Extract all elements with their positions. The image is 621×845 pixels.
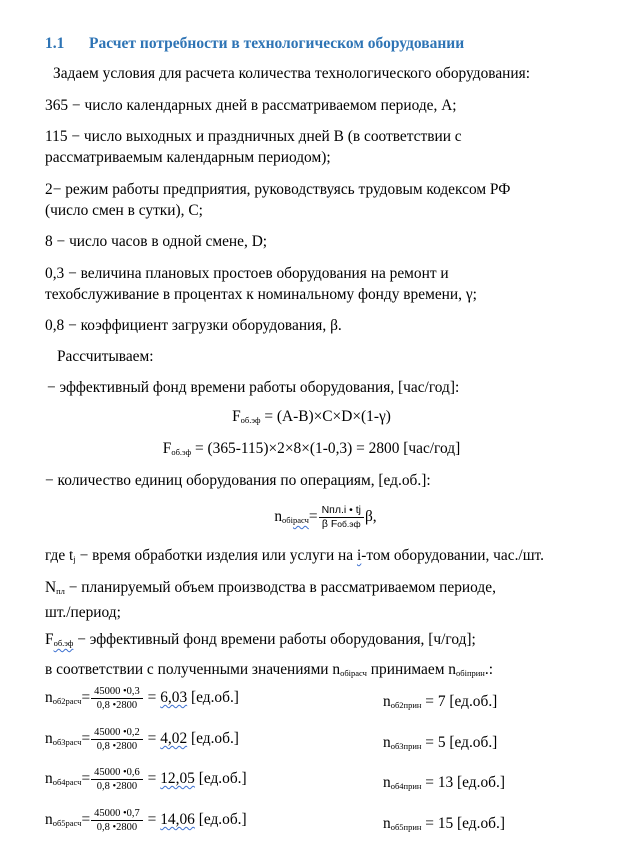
calc-label: Рассчитываем:: [57, 348, 154, 365]
equipment-calc-row: $n_{об3расч}=$ $\frac{45000 •0,2}{0,8 •2800}$ = 4,02 [ед.об.]: [45, 727, 239, 752]
units-fraction: $\frac{\text{Nпл.i • tj}}{\text{β Fоб.эф}}$: [319, 504, 364, 531]
equipment-accepted-row: $n_{об5прин} = 15$ [ед.об.]: [383, 815, 505, 832]
condition-shifts: 2− режим работы предприятия, руководствуясь трудовым кодексом РФ (число смен в сутки), С;: [45, 181, 511, 219]
condition-days: 365 − число календарных дней в рассматриваемом периоде, А;: [45, 97, 457, 114]
condition-hours: 8 − число часов в одной смене, D;: [45, 233, 268, 250]
def-accept: в соответствии с полученными значениями $n_{обiрасч}$ принимаем $n_{обiприн}$.:: [45, 661, 493, 678]
fund-formula: $F_{об.эф} = (А-В)\times С\times D\times(1-\gamma)$: [232, 408, 391, 425]
condition-downtime: 0,3 − величина плановых простоев оборудования на ремонт и техобслуживание в процентах к номинальному фонду времени, γ;: [45, 265, 477, 303]
equipment-accepted-row: $n_{об2прин} = 7$ [ед.об.]: [383, 693, 498, 710]
condition-holidays: 115 − число выходных и праздничных дней В (в соответствии с рассматриваемым календарным периодом);: [45, 128, 462, 166]
row-result: 4,02: [160, 730, 188, 748]
condition-load: 0,8 − коэффициент загрузки оборудования, β.: [45, 317, 342, 334]
units-label: − количество единиц оборудования по операциям, [ед.об.]:: [45, 472, 431, 489]
row-fraction: $\frac{45000 •0,3}{0,8 •2800}$: [91, 685, 143, 712]
section-number: 1.1: [45, 35, 65, 52]
fund-calculation: $F_{об.эф} = (365-115)\times 2\times 8\times(1-0,3) = 2800$ [час/год]: [162, 440, 461, 457]
def-n: $N_{пл}$ − планируемый объем производства в рассматриваемом периоде, шт./период;: [45, 579, 496, 621]
intro-text: Задаем условия для расчета количества технологического оборудования:: [53, 65, 531, 82]
equipment-calc-row: $n_{об5расч}=$ $\frac{45000 •0,7}{0,8 •2800}$ = 14,06 [ед.об.]: [45, 808, 247, 833]
equipment-accepted-row: $n_{об3прин} = 5$ [ед.об.]: [383, 734, 498, 751]
row-result: 14,06: [160, 811, 195, 829]
section-title: Расчет потребности в технологическом оборудовании: [89, 35, 465, 52]
equipment-accepted-row: $n_{об4прин} = 13$ [ед.об.]: [383, 774, 505, 791]
row-fraction: $\frac{45000 •0,7}{0,8 •2800}$: [91, 807, 143, 834]
fund-label: − эффективный фонд времени работы оборудования, [час/год]:: [47, 379, 460, 396]
equipment-calc-row: $n_{об4расч}=$ $\frac{45000 •0,6}{0,8 •2800}$ = 12,05 [ед.об.]: [45, 767, 247, 792]
section-heading: [45, 34, 464, 54]
def-f: $F_{об.эф}$ − эффективный фонд времени работы оборудования, [ч/год];: [45, 631, 476, 648]
def-t: где $t_j$ − время обработки изделия или услуги на i-том оборудовании, час./шт.: [45, 547, 544, 564]
equipment-calc-row: $n_{об2расч}=$ $\frac{45000 •0,3}{0,8 •2800}$ = 6,03 [ед.об.]: [45, 686, 239, 711]
row-fraction: $\frac{45000 •0,6}{0,8 •2800}$: [91, 766, 143, 793]
row-result: 6,03: [160, 689, 188, 707]
row-result: 12,05: [160, 770, 195, 788]
row-fraction: $\frac{45000 •0,2}{0,8 •2800}$: [91, 726, 143, 753]
units-formula: $n_{обiрасч}=$ $\frac{\text{Nпл.i • tj}}{\text{β Fоб.эф}}$ β,: [274, 503, 377, 530]
